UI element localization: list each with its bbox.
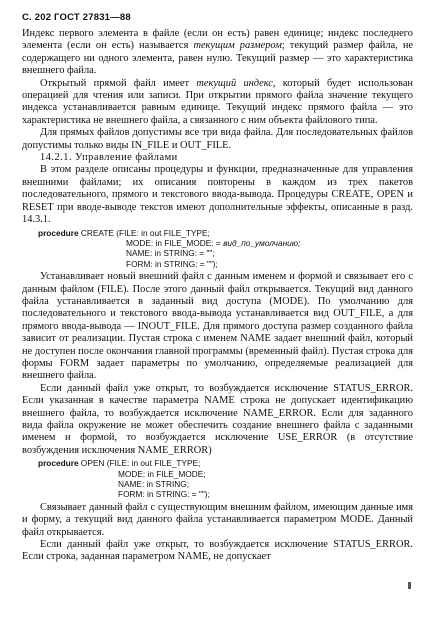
term-current-size: текущим размером — [193, 40, 282, 52]
open-signature-line-1 — [22, 458, 413, 468]
paragraph-4: В этом разделе описаны процедуры и функции, предназначенные для управления внешними файлами; их описания повторены в каждом из трех пакетов последовательного, прямого и текстового ввода-вывода. Процедуры CREATE, OPEN и RESET при вводе-выводе текстов имеют дополнительные эффекты, описанные в разд. 14.3.1. — [22, 164, 413, 226]
open-signature-line-4: FORM: in STRING: = ""); — [118, 489, 210, 500]
create-signature-line-4: FORM: in STRING: = ""); — [126, 258, 218, 269]
create-signature-line-1 — [22, 228, 413, 238]
open-signature-line-2: MODE: in FILE_MODE; — [118, 468, 206, 479]
section-heading: 14.2.1. Управление файлами — [40, 152, 178, 164]
paragraph-1-text-c: ; текущий размер файла, не содержащего ни одного элемента, равен нулю. Текущий размер — это характеристика внешнего файла. — [22, 40, 413, 77]
open-signature-line-3: NAME: in STRING; — [118, 479, 189, 490]
page-header: С. 202 ГОСТ 27831—88 — [22, 12, 131, 23]
open-procedure-signature — [22, 458, 413, 500]
create-procedure-signature — [22, 228, 413, 270]
margin-mark — [408, 582, 411, 589]
open-signature-text-1: OPEN (FILE: in out FILE_TYPE; — [80, 458, 201, 469]
paragraph-6: Если данный файл уже открыт, то возбуждается исключение STATUS_ERROR. Если указанная в качестве параметра NAME строка не допускает идентификацию внешнего файла, то возбуждается исключение NAME_ERROR. Если для заданного вида файла окружение не может обеспечить создание внешнего файла с заданными именем и формой, то возбуждается исключение USE_ERROR (в отсутствие возбуждения исключения NAME_ERROR) — [22, 382, 413, 456]
paragraph-2-text-a: Открытый прямой файл имеет — [40, 77, 197, 89]
create-default-mode: вид_по_умолчанию; — [223, 237, 301, 248]
term-current-index: текущий индекс — [196, 77, 273, 89]
paragraph-5: Устанавливает новый внешний файл с данным именем и формой и связывает его с данным файлом (FILE). После этого данный файл открывается. Текущий вид данного файла устанавливается в заданный вид доступа (MODE). По умолчанию для последовательного и текстового ввода-вывода устанавливается вид OUT_FILE, а для прямого ввода-вывода — INOUT_FILE. Для прямого доступа размер созданного файла зависит от реализации. Пустая строка с именем NAME задает внешний файл, который не доступен после окончания главной программы (временный файл). Пустая строка для формы FORM задает параметры по умолчанию, определяемые реализацией для внешнего файла. — [22, 271, 413, 382]
page-body — [22, 28, 413, 564]
create-signature-line-3: NAME: in STRING: = ""; — [126, 248, 215, 259]
open-procedure-keyword: procedure — [38, 458, 79, 469]
paragraph-2-text-c: , который будет использован операцией для чтения или записи. При открытии прямого файла значение текущего индекса устанавливается равным единице. Текущий индекс прямого файла — это характеристика не внешнего файла, а связанного с ним объекта файлового типа. — [22, 77, 413, 126]
create-signature-text-2a: MODE: in FILE_MODE: = — [126, 237, 224, 248]
paragraph-8: Если данный файл уже открыт, то возбуждается исключение STATUS_ERROR. Если строка, заданная параметром NAME, не допускает — [22, 539, 413, 563]
paragraph-1-text-a: Индекс первого элемента в файле (если он есть) равен единице; индекс последнего элемента (если он есть) называется — [22, 28, 413, 52]
paragraph-2 — [22, 78, 413, 128]
paragraph-3: Для прямых файлов допустимы все три вида файла. Для последовательных файлов допустимы только виды IN_FILE и OUT_FILE. — [22, 127, 413, 151]
create-procedure-keyword: procedure — [38, 227, 79, 238]
create-signature-text-1: CREATE (FILE: in out FILE_TYPE; — [80, 227, 210, 238]
paragraph-7: Связывает данный файл с существующим внешним файлом, имеющим данные имя и форму, а текущий вид данного файла устанавливается параметром MODE. Данный файл открывается. — [22, 501, 413, 538]
paragraph-1 — [22, 28, 413, 78]
create-signature-line-2 — [22, 238, 413, 248]
